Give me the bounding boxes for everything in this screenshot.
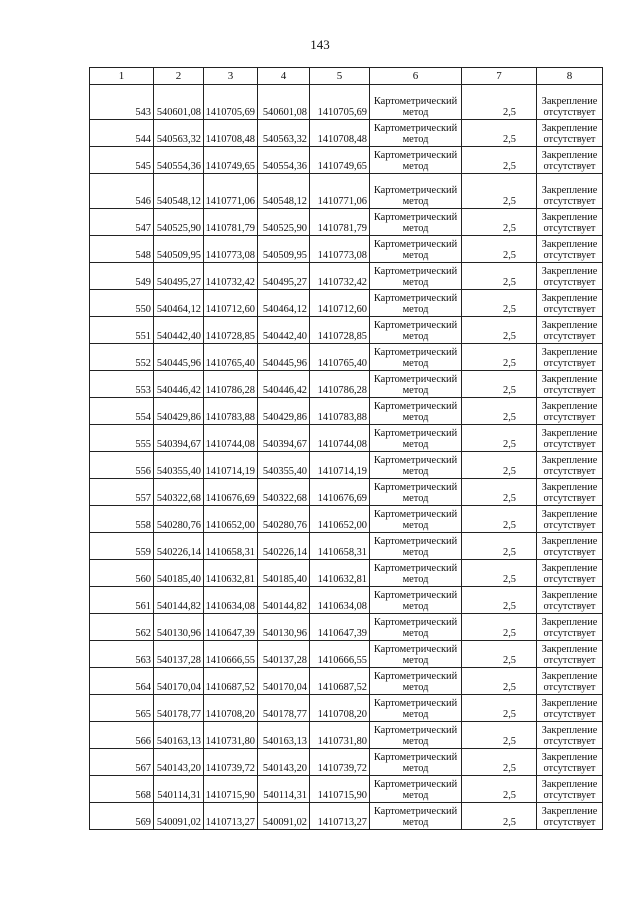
point-number-cell: 559 — [90, 533, 154, 560]
y-coordinate-new-cell: 1410652,00 — [310, 506, 370, 533]
table-row — [90, 587, 603, 614]
table-row — [90, 236, 603, 263]
x-coordinate-cell: 540601,08 — [154, 85, 204, 120]
method-cell: Картометрический метод — [370, 85, 462, 120]
x-coordinate-cell: 540144,82 — [154, 587, 204, 614]
y-coordinate-new-cell: 1410634,08 — [310, 587, 370, 614]
status-cell: Закрепление отсутствует — [537, 560, 603, 587]
y-coordinate-cell: 1410676,69 — [204, 479, 258, 506]
y-coordinate-cell: 1410632,81 — [204, 560, 258, 587]
method-cell: Картометрический метод — [370, 641, 462, 668]
y-coordinate-cell: 1410786,28 — [204, 371, 258, 398]
x-coordinate-cell: 540178,77 — [154, 695, 204, 722]
x-coordinate-cell: 540429,86 — [154, 398, 204, 425]
method-cell: Картометрический метод — [370, 803, 462, 830]
accuracy-cell: 2,5 — [462, 120, 537, 147]
table-row — [90, 560, 603, 587]
x-coordinate-new-cell: 540525,90 — [258, 209, 310, 236]
method-cell: Картометрический метод — [370, 236, 462, 263]
status-cell: Закрепление отсутствует — [537, 641, 603, 668]
y-coordinate-cell: 1410739,72 — [204, 749, 258, 776]
y-coordinate-cell: 1410712,60 — [204, 290, 258, 317]
table-row — [90, 803, 603, 830]
y-coordinate-new-cell: 1410647,39 — [310, 614, 370, 641]
table-row — [90, 398, 603, 425]
method-cell: Картометрический метод — [370, 506, 462, 533]
table-row — [90, 614, 603, 641]
accuracy-cell: 2,5 — [462, 452, 537, 479]
y-coordinate-cell: 1410781,79 — [204, 209, 258, 236]
table-row — [90, 506, 603, 533]
accuracy-cell: 2,5 — [462, 641, 537, 668]
accuracy-cell: 2,5 — [462, 209, 537, 236]
header-cell: 3 — [204, 68, 258, 85]
method-cell: Картометрический метод — [370, 452, 462, 479]
table-row — [90, 263, 603, 290]
y-coordinate-new-cell: 1410666,55 — [310, 641, 370, 668]
x-coordinate-cell: 540114,31 — [154, 776, 204, 803]
y-coordinate-new-cell: 1410731,80 — [310, 722, 370, 749]
y-coordinate-cell: 1410634,08 — [204, 587, 258, 614]
status-cell: Закрепление отсутствует — [537, 290, 603, 317]
table-row — [90, 290, 603, 317]
y-coordinate-cell: 1410773,08 — [204, 236, 258, 263]
point-number-cell: 560 — [90, 560, 154, 587]
accuracy-cell: 2,5 — [462, 695, 537, 722]
accuracy-cell: 2,5 — [462, 803, 537, 830]
accuracy-cell: 2,5 — [462, 533, 537, 560]
x-coordinate-cell: 540322,68 — [154, 479, 204, 506]
x-coordinate-cell: 540143,20 — [154, 749, 204, 776]
y-coordinate-cell: 1410658,31 — [204, 533, 258, 560]
accuracy-cell: 2,5 — [462, 506, 537, 533]
y-coordinate-new-cell: 1410676,69 — [310, 479, 370, 506]
point-number-cell: 556 — [90, 452, 154, 479]
table-row — [90, 452, 603, 479]
x-coordinate-new-cell: 540091,02 — [258, 803, 310, 830]
x-coordinate-new-cell: 540137,28 — [258, 641, 310, 668]
y-coordinate-cell: 1410732,42 — [204, 263, 258, 290]
point-number-cell: 550 — [90, 290, 154, 317]
status-cell: Закрепление отсутствует — [537, 776, 603, 803]
point-number-cell: 563 — [90, 641, 154, 668]
x-coordinate-new-cell: 540548,12 — [258, 174, 310, 209]
status-cell: Закрепление отсутствует — [537, 120, 603, 147]
method-cell: Картометрический метод — [370, 614, 462, 641]
accuracy-cell: 2,5 — [462, 263, 537, 290]
header-cell: 7 — [462, 68, 537, 85]
x-coordinate-cell: 540163,13 — [154, 722, 204, 749]
x-coordinate-new-cell: 540554,36 — [258, 147, 310, 174]
point-number-cell: 568 — [90, 776, 154, 803]
x-coordinate-cell: 540446,42 — [154, 371, 204, 398]
table-row — [90, 174, 603, 209]
status-cell: Закрепление отсутствует — [537, 695, 603, 722]
x-coordinate-new-cell: 540394,67 — [258, 425, 310, 452]
header-cell: 5 — [310, 68, 370, 85]
x-coordinate-cell: 540548,12 — [154, 174, 204, 209]
accuracy-cell: 2,5 — [462, 85, 537, 120]
y-coordinate-cell: 1410765,40 — [204, 344, 258, 371]
y-coordinate-new-cell: 1410771,06 — [310, 174, 370, 209]
y-coordinate-cell: 1410713,27 — [204, 803, 258, 830]
table-row — [90, 641, 603, 668]
status-cell: Закрепление отсутствует — [537, 479, 603, 506]
method-cell: Картометрический метод — [370, 560, 462, 587]
point-number-cell: 548 — [90, 236, 154, 263]
method-cell: Картометрический метод — [370, 749, 462, 776]
x-coordinate-cell: 540442,40 — [154, 317, 204, 344]
point-number-cell: 546 — [90, 174, 154, 209]
table-row — [90, 695, 603, 722]
method-cell: Картометрический метод — [370, 425, 462, 452]
y-coordinate-new-cell: 1410658,31 — [310, 533, 370, 560]
accuracy-cell: 2,5 — [462, 614, 537, 641]
status-cell: Закрепление отсутствует — [537, 344, 603, 371]
header-cell: 8 — [537, 68, 603, 85]
table-row — [90, 533, 603, 560]
accuracy-cell: 2,5 — [462, 560, 537, 587]
method-cell: Картометрический метод — [370, 722, 462, 749]
point-number-cell: 557 — [90, 479, 154, 506]
header-cell: 4 — [258, 68, 310, 85]
accuracy-cell: 2,5 — [462, 479, 537, 506]
table-row — [90, 85, 603, 120]
x-coordinate-new-cell: 540464,12 — [258, 290, 310, 317]
y-coordinate-cell: 1410652,00 — [204, 506, 258, 533]
x-coordinate-new-cell: 540143,20 — [258, 749, 310, 776]
x-coordinate-new-cell: 540130,96 — [258, 614, 310, 641]
accuracy-cell: 2,5 — [462, 317, 537, 344]
accuracy-cell: 2,5 — [462, 174, 537, 209]
point-number-cell: 544 — [90, 120, 154, 147]
table-body — [90, 68, 603, 830]
status-cell: Закрепление отсутствует — [537, 722, 603, 749]
accuracy-cell: 2,5 — [462, 776, 537, 803]
point-number-cell: 543 — [90, 85, 154, 120]
accuracy-cell: 2,5 — [462, 668, 537, 695]
x-coordinate-cell: 540130,96 — [154, 614, 204, 641]
accuracy-cell: 2,5 — [462, 425, 537, 452]
table-row — [90, 722, 603, 749]
status-cell: Закрепление отсутствует — [537, 209, 603, 236]
status-cell: Закрепление отсутствует — [537, 749, 603, 776]
x-coordinate-new-cell: 540170,04 — [258, 668, 310, 695]
x-coordinate-cell: 540137,28 — [154, 641, 204, 668]
status-cell: Закрепление отсутствует — [537, 174, 603, 209]
y-coordinate-new-cell: 1410708,48 — [310, 120, 370, 147]
x-coordinate-new-cell: 540442,40 — [258, 317, 310, 344]
x-coordinate-new-cell: 540355,40 — [258, 452, 310, 479]
x-coordinate-cell: 540185,40 — [154, 560, 204, 587]
method-cell: Картометрический метод — [370, 317, 462, 344]
status-cell: Закрепление отсутствует — [537, 587, 603, 614]
y-coordinate-new-cell: 1410687,52 — [310, 668, 370, 695]
point-number-cell: 569 — [90, 803, 154, 830]
y-coordinate-new-cell: 1410712,60 — [310, 290, 370, 317]
x-coordinate-cell: 540554,36 — [154, 147, 204, 174]
coordinates-table — [89, 67, 603, 830]
point-number-cell: 561 — [90, 587, 154, 614]
method-cell: Картометрический метод — [370, 695, 462, 722]
status-cell: Закрепление отсутствует — [537, 614, 603, 641]
method-cell: Картометрический метод — [370, 668, 462, 695]
table-row — [90, 425, 603, 452]
y-coordinate-new-cell: 1410739,72 — [310, 749, 370, 776]
page-number: 143 — [310, 37, 330, 52]
status-cell: Закрепление отсутствует — [537, 668, 603, 695]
method-cell: Картометрический метод — [370, 174, 462, 209]
table-header-row — [90, 68, 603, 85]
y-coordinate-cell: 1410744,08 — [204, 425, 258, 452]
header-cell: 2 — [154, 68, 204, 85]
y-coordinate-new-cell: 1410705,69 — [310, 85, 370, 120]
y-coordinate-cell: 1410705,69 — [204, 85, 258, 120]
y-coordinate-new-cell: 1410732,42 — [310, 263, 370, 290]
x-coordinate-cell: 540226,14 — [154, 533, 204, 560]
point-number-cell: 567 — [90, 749, 154, 776]
header-cell: 1 — [90, 68, 154, 85]
method-cell: Картометрический метод — [370, 290, 462, 317]
y-coordinate-new-cell: 1410765,40 — [310, 344, 370, 371]
x-coordinate-cell: 540563,32 — [154, 120, 204, 147]
status-cell: Закрепление отсутствует — [537, 317, 603, 344]
x-coordinate-new-cell: 540144,82 — [258, 587, 310, 614]
method-cell: Картометрический метод — [370, 371, 462, 398]
y-coordinate-new-cell: 1410781,79 — [310, 209, 370, 236]
x-coordinate-new-cell: 540446,42 — [258, 371, 310, 398]
accuracy-cell: 2,5 — [462, 722, 537, 749]
status-cell: Закрепление отсутствует — [537, 452, 603, 479]
table-row — [90, 209, 603, 236]
x-coordinate-cell: 540525,90 — [154, 209, 204, 236]
y-coordinate-new-cell: 1410744,08 — [310, 425, 370, 452]
point-number-cell: 558 — [90, 506, 154, 533]
point-number-cell: 565 — [90, 695, 154, 722]
status-cell: Закрепление отсутствует — [537, 147, 603, 174]
x-coordinate-new-cell: 540163,13 — [258, 722, 310, 749]
x-coordinate-cell: 540091,02 — [154, 803, 204, 830]
x-coordinate-new-cell: 540114,31 — [258, 776, 310, 803]
y-coordinate-cell: 1410771,06 — [204, 174, 258, 209]
status-cell: Закрепление отсутствует — [537, 236, 603, 263]
method-cell: Картометрический метод — [370, 120, 462, 147]
y-coordinate-cell: 1410715,90 — [204, 776, 258, 803]
point-number-cell: 554 — [90, 398, 154, 425]
table-row — [90, 371, 603, 398]
accuracy-cell: 2,5 — [462, 371, 537, 398]
x-coordinate-new-cell: 540178,77 — [258, 695, 310, 722]
x-coordinate-cell: 540445,96 — [154, 344, 204, 371]
point-number-cell: 549 — [90, 263, 154, 290]
method-cell: Картометрический метод — [370, 479, 462, 506]
y-coordinate-cell: 1410783,88 — [204, 398, 258, 425]
table-row — [90, 479, 603, 506]
accuracy-cell: 2,5 — [462, 344, 537, 371]
x-coordinate-new-cell: 540601,08 — [258, 85, 310, 120]
status-cell: Закрепление отсутствует — [537, 371, 603, 398]
status-cell: Закрепление отсутствует — [537, 533, 603, 560]
method-cell: Картометрический метод — [370, 398, 462, 425]
y-coordinate-new-cell: 1410713,27 — [310, 803, 370, 830]
status-cell: Закрепление отсутствует — [537, 803, 603, 830]
x-coordinate-new-cell: 540322,68 — [258, 479, 310, 506]
status-cell: Закрепление отсутствует — [537, 263, 603, 290]
method-cell: Картометрический метод — [370, 147, 462, 174]
y-coordinate-cell: 1410749,65 — [204, 147, 258, 174]
point-number-cell: 566 — [90, 722, 154, 749]
table-row — [90, 749, 603, 776]
y-coordinate-new-cell: 1410632,81 — [310, 560, 370, 587]
y-coordinate-new-cell: 1410783,88 — [310, 398, 370, 425]
status-cell: Закрепление отсутствует — [537, 506, 603, 533]
y-coordinate-cell: 1410647,39 — [204, 614, 258, 641]
point-number-cell: 547 — [90, 209, 154, 236]
accuracy-cell: 2,5 — [462, 587, 537, 614]
table-row — [90, 147, 603, 174]
point-number-cell: 562 — [90, 614, 154, 641]
method-cell: Картометрический метод — [370, 533, 462, 560]
table-row — [90, 120, 603, 147]
status-cell: Закрепление отсутствует — [537, 425, 603, 452]
method-cell: Картометрический метод — [370, 776, 462, 803]
y-coordinate-new-cell: 1410708,20 — [310, 695, 370, 722]
y-coordinate-cell: 1410731,80 — [204, 722, 258, 749]
table-row — [90, 317, 603, 344]
accuracy-cell: 2,5 — [462, 290, 537, 317]
point-number-cell: 553 — [90, 371, 154, 398]
x-coordinate-new-cell: 540226,14 — [258, 533, 310, 560]
y-coordinate-cell: 1410708,20 — [204, 695, 258, 722]
x-coordinate-cell: 540280,76 — [154, 506, 204, 533]
method-cell: Картометрический метод — [370, 209, 462, 236]
x-coordinate-cell: 540509,95 — [154, 236, 204, 263]
point-number-cell: 552 — [90, 344, 154, 371]
table-row — [90, 344, 603, 371]
y-coordinate-new-cell: 1410714,19 — [310, 452, 370, 479]
y-coordinate-cell: 1410728,85 — [204, 317, 258, 344]
y-coordinate-cell: 1410666,55 — [204, 641, 258, 668]
x-coordinate-new-cell: 540445,96 — [258, 344, 310, 371]
table-row — [90, 776, 603, 803]
y-coordinate-new-cell: 1410715,90 — [310, 776, 370, 803]
y-coordinate-cell: 1410708,48 — [204, 120, 258, 147]
point-number-cell: 555 — [90, 425, 154, 452]
accuracy-cell: 2,5 — [462, 749, 537, 776]
x-coordinate-new-cell: 540280,76 — [258, 506, 310, 533]
point-number-cell: 545 — [90, 147, 154, 174]
status-cell: Закрепление отсутствует — [537, 85, 603, 120]
x-coordinate-cell: 540355,40 — [154, 452, 204, 479]
method-cell: Картометрический метод — [370, 344, 462, 371]
table-row — [90, 668, 603, 695]
x-coordinate-new-cell: 540495,27 — [258, 263, 310, 290]
method-cell: Картометрический метод — [370, 587, 462, 614]
y-coordinate-cell: 1410687,52 — [204, 668, 258, 695]
point-number-cell: 551 — [90, 317, 154, 344]
method-cell: Картометрический метод — [370, 263, 462, 290]
status-cell: Закрепление отсутствует — [537, 398, 603, 425]
x-coordinate-cell: 540170,04 — [154, 668, 204, 695]
accuracy-cell: 2,5 — [462, 147, 537, 174]
y-coordinate-new-cell: 1410728,85 — [310, 317, 370, 344]
y-coordinate-new-cell: 1410786,28 — [310, 371, 370, 398]
x-coordinate-new-cell: 540185,40 — [258, 560, 310, 587]
y-coordinate-new-cell: 1410749,65 — [310, 147, 370, 174]
header-cell: 6 — [370, 68, 462, 85]
x-coordinate-cell: 540394,67 — [154, 425, 204, 452]
x-coordinate-new-cell: 540429,86 — [258, 398, 310, 425]
x-coordinate-new-cell: 540563,32 — [258, 120, 310, 147]
accuracy-cell: 2,5 — [462, 398, 537, 425]
point-number-cell: 564 — [90, 668, 154, 695]
x-coordinate-cell: 540464,12 — [154, 290, 204, 317]
y-coordinate-new-cell: 1410773,08 — [310, 236, 370, 263]
x-coordinate-cell: 540495,27 — [154, 263, 204, 290]
x-coordinate-new-cell: 540509,95 — [258, 236, 310, 263]
accuracy-cell: 2,5 — [462, 236, 537, 263]
y-coordinate-cell: 1410714,19 — [204, 452, 258, 479]
